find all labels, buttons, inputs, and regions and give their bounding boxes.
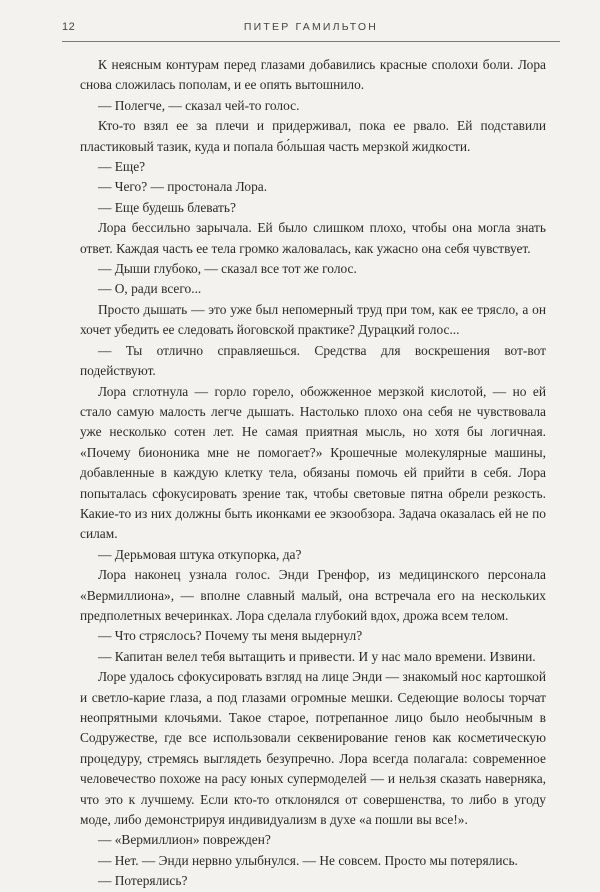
paragraph: Просто дышать — это уже был непомерный труд при том, как ее трясло, а он хочет убедить ее следовать йоговской практике? Дурацкий голос... (80, 301, 546, 338)
paragraph: Лора бессильно зарычала. Ей было слишком плохо, чтобы она могла знать ответ. Каждая часть ее тела громко жаловалась, как ужасно она себя чувствует. (80, 220, 546, 256)
paragraph: Кто-то взял ее за плечи и придерживал, пока ее рвало. Ей подставили пластиковый тазик, куда и попала бо́льшая часть мерзкой жидкости. (80, 118, 546, 154)
paragraph: — Чего? — простонала Лора. (98, 179, 268, 195)
paragraph: — Что стряслось? Почему ты меня выдернул? (98, 628, 363, 644)
paragraph: — Ты отлично справляешься. Средства для воскрешения вот-вот подействуют. (80, 342, 546, 379)
page-number: 12 (62, 21, 76, 33)
paragraph: — Потерялись? (98, 873, 188, 889)
paragraph: Лоре удалось сфокусировать взгляд на лице Энди — знакомый нос картошкой и светло-карие глаза, а под глазами огромные мешки. Седеющие волосы торчат неопрятными клочьями. Такое старое, потрепанное лицо было необычным в Содружестве, где все использовали секвенирование генов как косметическую процедуру, стремясь выглядеть безупречно. Лора всегда полагала: современное человечество похоже на расу юных супермоделей — и нельзя сказать наверняка, что это к лучшему. Если кто-то отклонялся от совершенства, то либо в угоду моде, либо демонстрируя индивидуализм в духе «а пошли вы все!». (80, 669, 546, 828)
paragraph: — Еще? (98, 159, 146, 175)
running-head-author: ПИТЕР ГАМИЛЬТОН (243, 21, 379, 33)
paragraph: — Полегче, — сказал чей-то голос. (98, 97, 300, 113)
header-divider (62, 41, 560, 42)
paragraph: — «Вермиллион» поврежден? (98, 832, 271, 848)
paragraph: Лора сглотнула — горло горело, обожженное мерзкой кислотой, — но ей стало самую малость легче дышать. Настолько плохо она себя не чувствовала уже несколько сотен лет. Не самая приятная мысль, но хотя бы логичная. «Почему биононика мне не помогает?» Крошечные молекулярные машины, добавленные в каждую клетку тела, обязаны помочь ей прийти в себя. Лора попыталась сфокусировать зрение так, чтобы световые пятна обрели резкость. Какие-то из них должны быть иконками ее экзообзора. Задача оказалась ей не по силам. (80, 383, 546, 542)
paragraph: — Капитан велел тебя вытащить и привести. И у нас мало времени. Извини. (98, 648, 536, 664)
paragraph: — Нет. — Энди нервно улыбнулся. — Не совсем. Просто мы потерялись. (98, 852, 518, 868)
paragraph: Лора наконец узнала голос. Энди Гренфор, из медицинского персонала «Вермиллиона», — вполне славный малый, она встречала его на нескольких предполетных вечеринках. Лора сделала глубокий вдох, дрожа всем телом. (80, 567, 546, 623)
paragraph: К неясным контурам перед глазами добавились красные сполохи боли. Лора снова сложилась пополам, и ее опять вытошнило. (80, 57, 546, 93)
paragraph: — О, ради всего... (98, 281, 202, 297)
body-text (80, 55, 546, 892)
paragraph: — Дерьмовая штука откупорка, да? (98, 546, 302, 562)
paragraph: — Еще будешь блевать? (98, 199, 236, 215)
paragraph: — Дыши глубоко, — сказал все тот же голос. (98, 261, 357, 277)
page-header (62, 8, 560, 42)
